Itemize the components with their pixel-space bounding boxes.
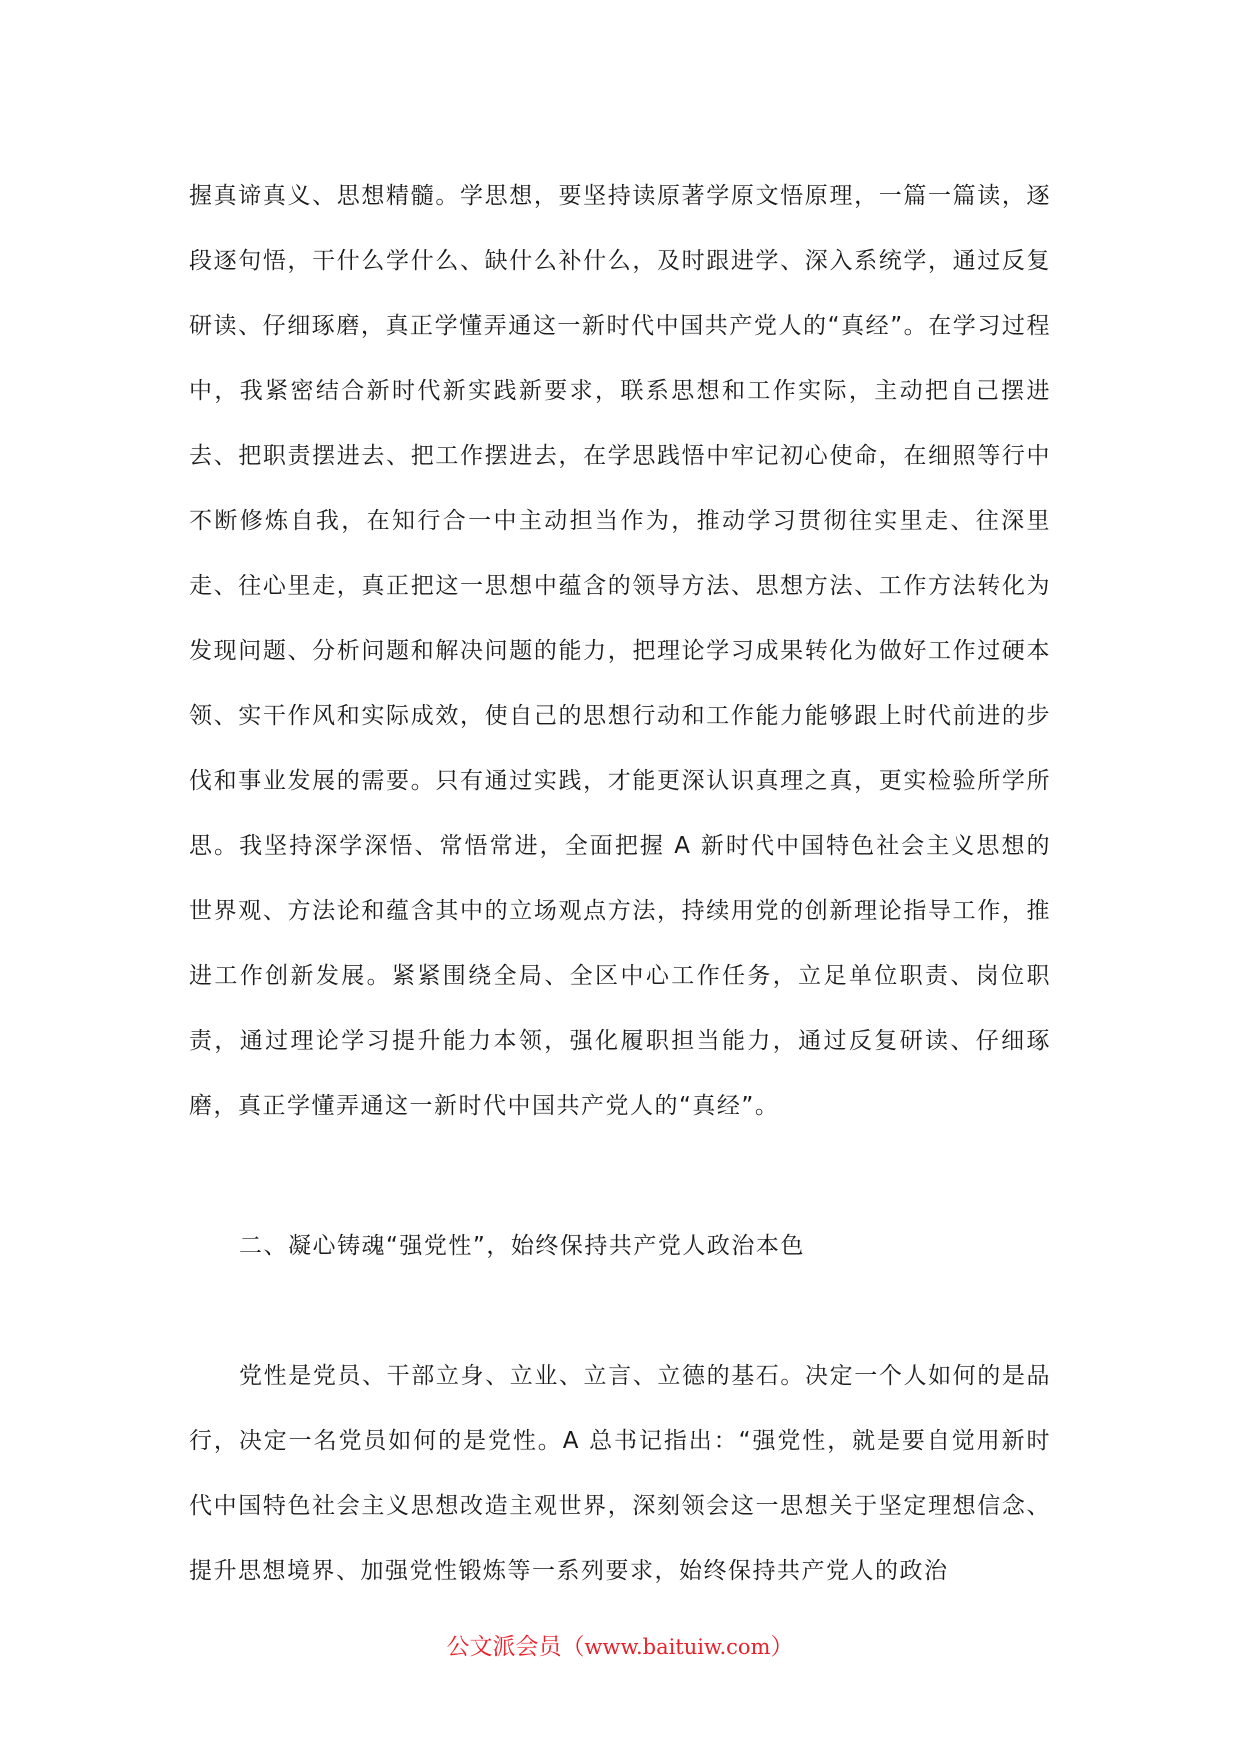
footer-watermark	[0, 1627, 1240, 1667]
footer-url[interactable]: www.baituiw.com	[584, 1635, 771, 1659]
footer-close: ）	[770, 1634, 794, 1660]
body-paragraph: 握真谛真义、思想精髓。学思想，要坚持读原著学原文悟原理，一篇一篇读，逐段逐句悟，干什么学什么、缺什么补什么，及时跟进学、深入系统学，通过反复研读、仔细琢磨，真正学懂弄通这一新时代中国共产党人的“真经”。在学习过程中，我紧密结合新时代新实践新要求，联系思想和工作实际，主动把自己摆进去、把职责摆进去、把工作摆进去，在学思践悟中牢记初心使命，在细照等行中不断修炼自我，在知行合一中主动担当作为，推动学习贯彻往实里走、往深里走、往心里走，真正把这一思想中蕴含的领导方法、思想方法、工作方法转化为发现问题、分析问题和解决问题的能力，把理论学习成果转化为做好工作过硬本领、实干作风和实际成效，使自己的思想行动和工作能力能够跟上时代前进的步伐和事业发展的需要。只有通过实践，才能更深认识真理之真，更实检验所学所思。我坚持深学深悟、常悟常进，全面把握 A 新时代中国特色社会主义思想的世界观、方法论和蕴含其中的立场观点方法，持续用党的创新理论指导工作，推进工作创新发展。紧紧围绕全局、全区中心工作任务，立足单位职责、岗位职责，通过理论学习提升能力本领，强化履职担当能力，通过反复研读、仔细琢磨，真正学懂弄通这一新时代中国共产党人的“真经”。	[189, 183, 1051, 1119]
body-paragraph-2: 党性是党员、干部立身、立业、立言、立德的基石。决定一个人如何的是品行，决定一名党员如何的是党性。A 总书记指出：“强党性，就是要自觉用新时代中国特色社会主义思想改造主观世界，深刻领会这一思想关于坚定理想信念、提升思想境界、加强党性锻炼等一系列要求，始终保持共产党人的政治	[189, 1363, 1051, 1584]
footer-label: 公文派会员（	[446, 1634, 585, 1660]
section-heading: 二、凝心铸魂“强党性”，始终保持共产党人政治本色	[239, 1233, 805, 1259]
